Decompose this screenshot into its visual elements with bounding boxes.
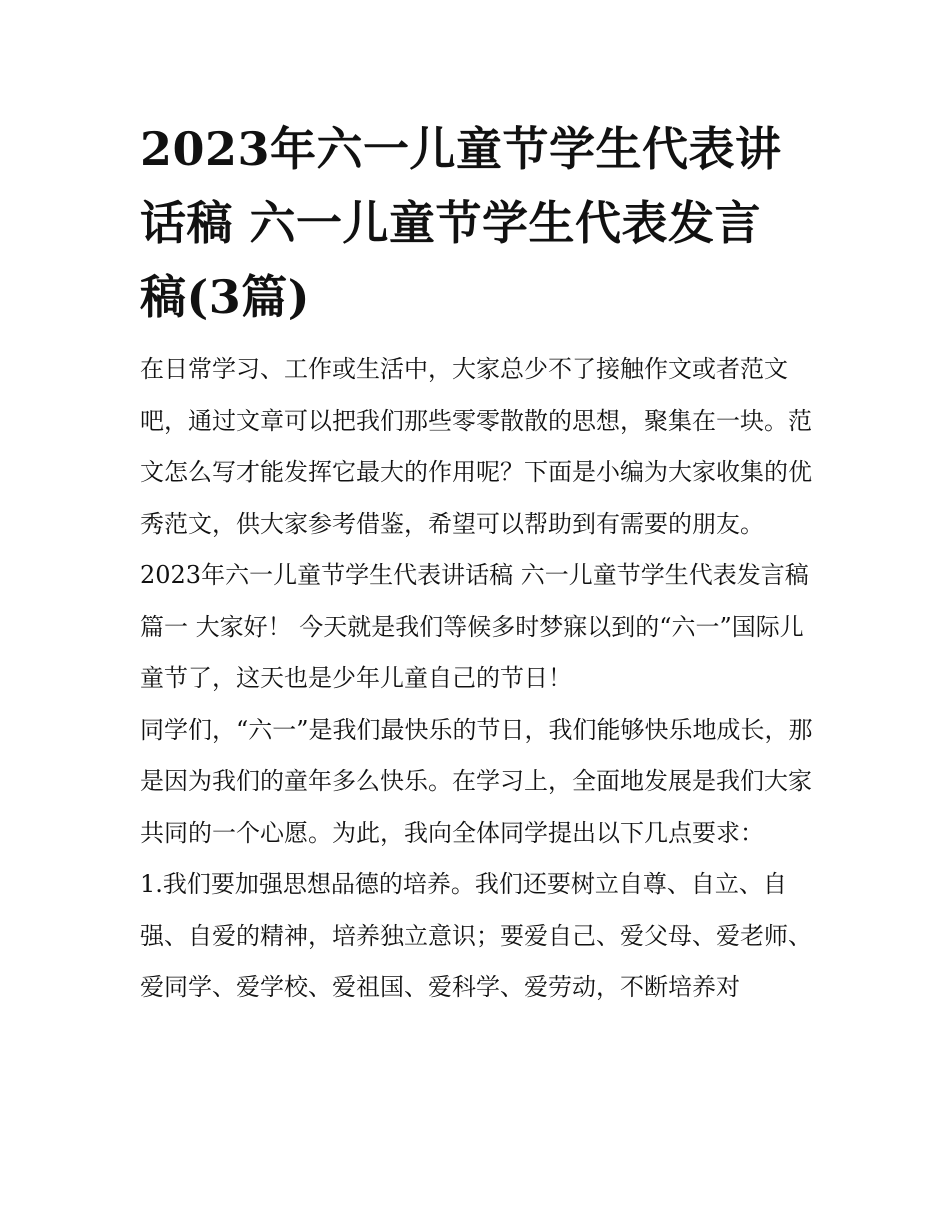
speech-point-one-paragraph: 1.我们要加强思想品德的培养。我们还要树立自尊、自立、自强、自爱的精神，培养独立意识；要爱自己、爱父母、爱老师、爱同学、爱学校、爱祖国、爱科学、爱劳动，不断培养对: [140, 870, 812, 1001]
speech-opening-paragraph: 2023年六一儿童节学生代表讲话稿 六一儿童节学生代表发言稿篇一 大家好！ 今天就是我们等候多时梦寐以到的“六一”国际儿童节了，这天也是少年儿童自己的节日！: [140, 561, 809, 692]
intro-paragraph: 在日常学习、工作或生活中，大家总少不了接触作文或者范文吧，通过文章可以把我们那些零零散散的思想，聚集在一块。范文怎么写才能发挥它最大的作用呢？下面是小编为大家收集的优秀范文，供大家参考借鉴，希望可以帮助到有需要的朋友。: [140, 355, 812, 538]
document-title: 2023年六一儿童节学生代表讲话稿 六一儿童节学生代表发言稿(3篇): [140, 122, 782, 324]
document-content: [140, 112, 820, 1014]
speech-second-paragraph: 同学们，“六一”是我们最快乐的节日，我们能够快乐地成长，那是因为我们的童年多么快乐。在学习上，全面地发展是我们大家共同的一个心愿。为此，我向全体同学提出以下几点要求：: [140, 715, 813, 847]
